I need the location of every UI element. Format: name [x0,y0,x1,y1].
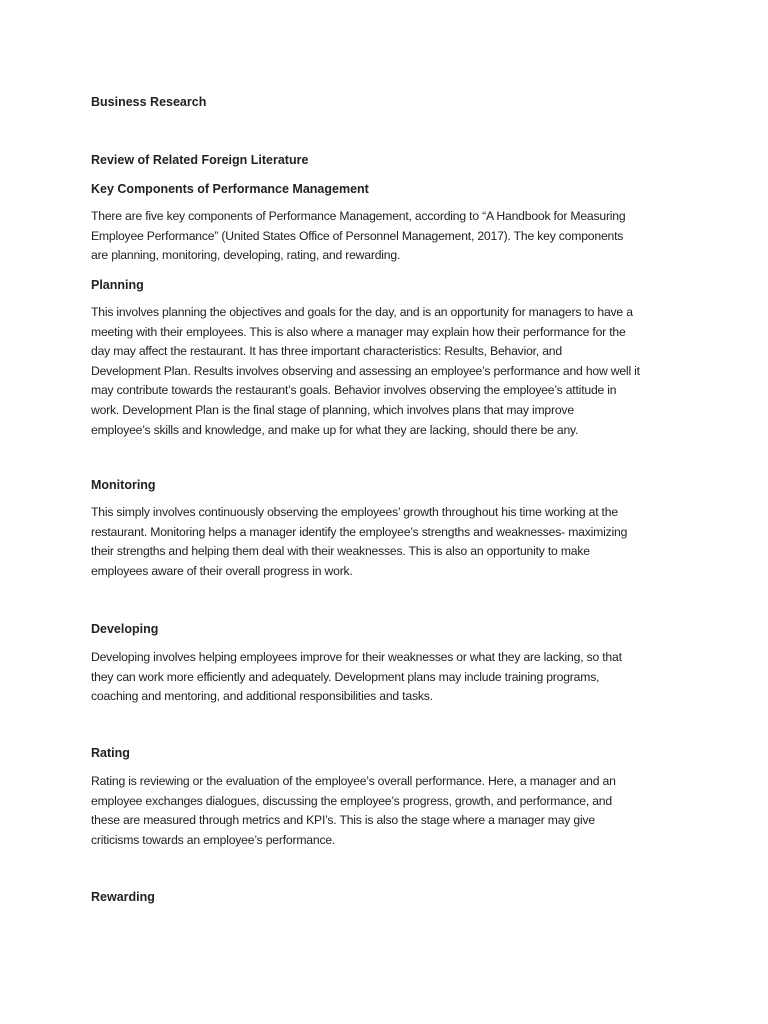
paragraph-line: This involves planning the objectives and goals for the day, and is an opportunity for managers to have a [91,305,633,319]
paragraph-line: Employee Performance” (United States Office of Personnel Management, 2017). The key components [91,228,624,243]
paragraph-line: There are five key components of Performance Management, according to “A Handbook for Measuring [91,209,626,223]
paragraph-line: day may affect the restaurant. It has three important characteristics: Results, Behavior, and [91,344,562,359]
paragraph-line: Developing involves helping employees improve for their weaknesses or what they are lacking, so that [91,650,622,664]
section-title: Review of Related Foreign Literature [91,153,309,167]
paragraph-line: these are measured through metrics and KPI’s. This is also the stage where a manager may give [91,813,595,828]
paragraph-line: employee’s skills and knowledge, and make up for what they are lacking, should there be any. [91,422,579,437]
heading-rewarding: Rewarding [91,890,155,904]
monitoring-paragraph [91,503,679,581]
paragraph-line: coaching and mentoring, and additional responsibilities and tasks. [91,689,433,704]
paragraph-line: they can work more efficiently and adequately. Development plans may include training programs, [91,669,600,684]
paragraph-line: their strengths and helping them deal with their weaknesses. This is also an opportunity to make [91,544,590,559]
paragraph-line: employee exchanges dialogues, discussing the employee’s progress, growth, and performance, and [91,793,612,808]
heading-planning: Planning [91,278,144,292]
paragraph-line: are planning, monitoring, developing, rating, and rewarding. [91,248,401,263]
planning-paragraph [91,303,679,440]
intro-paragraph [91,207,679,266]
subsection-title: Key Components of Performance Management [91,182,369,196]
paragraph-line: meeting with their employees. This is also where a manager may explain how their performance for the [91,324,626,339]
heading-developing: Developing [91,622,159,636]
paragraph-line: work. Development Plan is the final stage of planning, which involves plans that may improve [91,402,574,417]
heading-rating: Rating [91,746,130,760]
document-title: Business Research [91,95,207,109]
paragraph-line: restaurant. Monitoring helps a manager identify the employee’s strengths and weaknesses- maximizing [91,524,628,539]
rating-paragraph [91,772,679,850]
paragraph-line: This simply involves continuously observing the employees’ growth throughout his time working at the [91,505,618,519]
paragraph-line: employees aware of their overall progress in work. [91,563,353,578]
developing-paragraph [91,648,679,707]
paragraph-line: may contribute towards the restaurant’s goals. Behavior involves observing the employee’s attitude in [91,383,617,398]
paragraph-line: criticisms towards an employee’s performance. [91,832,336,847]
paragraph-line: Development Plan. Results involves observing and assessing an employee’s performance and how well it [91,363,640,378]
heading-monitoring: Monitoring [91,478,156,492]
paragraph-line: Rating is reviewing or the evaluation of the employee’s overall performance. Here, a manager and an [91,774,616,788]
